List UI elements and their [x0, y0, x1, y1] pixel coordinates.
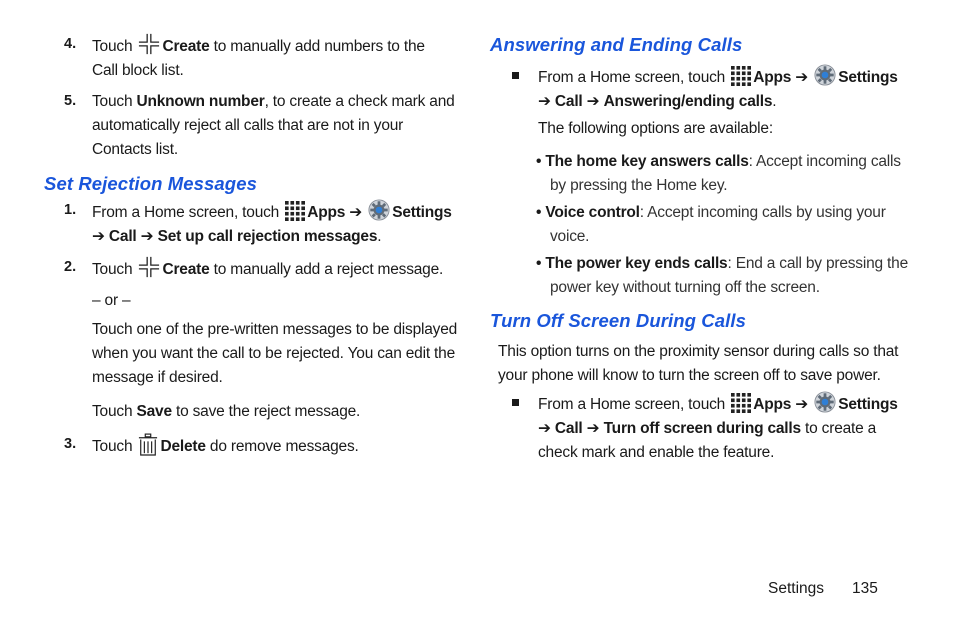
footer-section-name: Settings — [768, 580, 825, 597]
arrow-icon: ➔ — [586, 420, 600, 437]
section-title-turn-off-screen: Turn Off Screen During Calls — [490, 310, 747, 331]
square-bullet — [512, 72, 519, 79]
unknown-number-label: Unknown number — [136, 93, 265, 110]
step-number-3: 3. — [64, 436, 77, 452]
section-title-set-rejection-messages: Set Rejection Messages — [44, 173, 257, 194]
save-instruction: Touch Save to save the reject message. — [92, 403, 361, 420]
step-3-text: Touch Delete do remove messages. — [92, 433, 462, 459]
arrow-icon: ➔ — [140, 228, 154, 245]
settings-gear-icon — [368, 199, 390, 221]
or-separator: – or – — [92, 292, 131, 309]
step-number-1: 1. — [64, 202, 77, 218]
settings-gear-icon — [814, 64, 836, 86]
page-number: 135 — [852, 580, 878, 597]
step-1-text: From a Home screen, touch Apps ➔ Settings ➔ Call ➔ Set up call rejection messages. — [92, 199, 462, 249]
arrow-icon: ➔ — [92, 228, 105, 245]
answering-bullet-text: From a Home screen, touch Apps ➔ Settings ➔ Call ➔ Answering/ending calls. — [538, 64, 948, 114]
step-number-4: 4. — [64, 36, 77, 52]
settings-gear-icon — [814, 391, 836, 413]
arrow-icon: ➔ — [538, 420, 551, 437]
proximity-sensor-paragraph: This option turns on the proximity sensor during calls so that your phone will know to turn the screen off to save power. — [498, 343, 899, 384]
section-title-answering-ending-calls: Answering and Ending Calls — [490, 34, 743, 55]
options-intro: The following options are available: — [538, 120, 773, 137]
option-home-key: • The home key answers calls: Accept incoming calls by pressing the Home key. — [536, 153, 901, 194]
create-label: Create — [162, 38, 210, 55]
step-2-text: Touch Create to manually add a reject message. — [92, 256, 462, 282]
prewritten-messages-paragraph: Touch one of the pre-written messages to be displayed when you want the call to be rejected. You can edit the message if desired. — [92, 321, 458, 386]
arrow-icon: ➔ — [538, 93, 551, 110]
arrow-icon: ➔ — [349, 204, 363, 221]
arrow-icon: ➔ — [795, 396, 809, 413]
delete-trash-icon — [138, 433, 158, 457]
option-voice-control: • Voice control: Accept incoming calls by using your voice. — [536, 204, 886, 245]
step-5-text: Touch Unknown number, to create a check mark and automatically reject all calls that are not in your Contacts list. — [92, 93, 455, 158]
step-4-text: Touch Create to manually add numbers to the Call block list. — [92, 33, 462, 83]
step-number-2: 2. — [64, 259, 77, 275]
turn-off-bullet-text: From a Home screen, touch Apps ➔ Settings ➔ Call ➔ Turn off screen during calls to create a check mark and enable the feature. — [538, 391, 948, 465]
apps-grid-icon — [731, 393, 751, 413]
create-plus-icon — [138, 33, 160, 55]
step-number-5: 5. — [64, 93, 77, 109]
arrow-icon: ➔ — [586, 93, 600, 110]
option-power-key: • The power key ends calls: End a call by pressing the power key without turning off the screen. — [536, 255, 908, 296]
create-plus-icon — [138, 256, 160, 278]
arrow-icon: ➔ — [795, 69, 809, 86]
apps-grid-icon — [731, 66, 751, 86]
square-bullet — [512, 399, 519, 406]
apps-grid-icon — [285, 201, 305, 221]
